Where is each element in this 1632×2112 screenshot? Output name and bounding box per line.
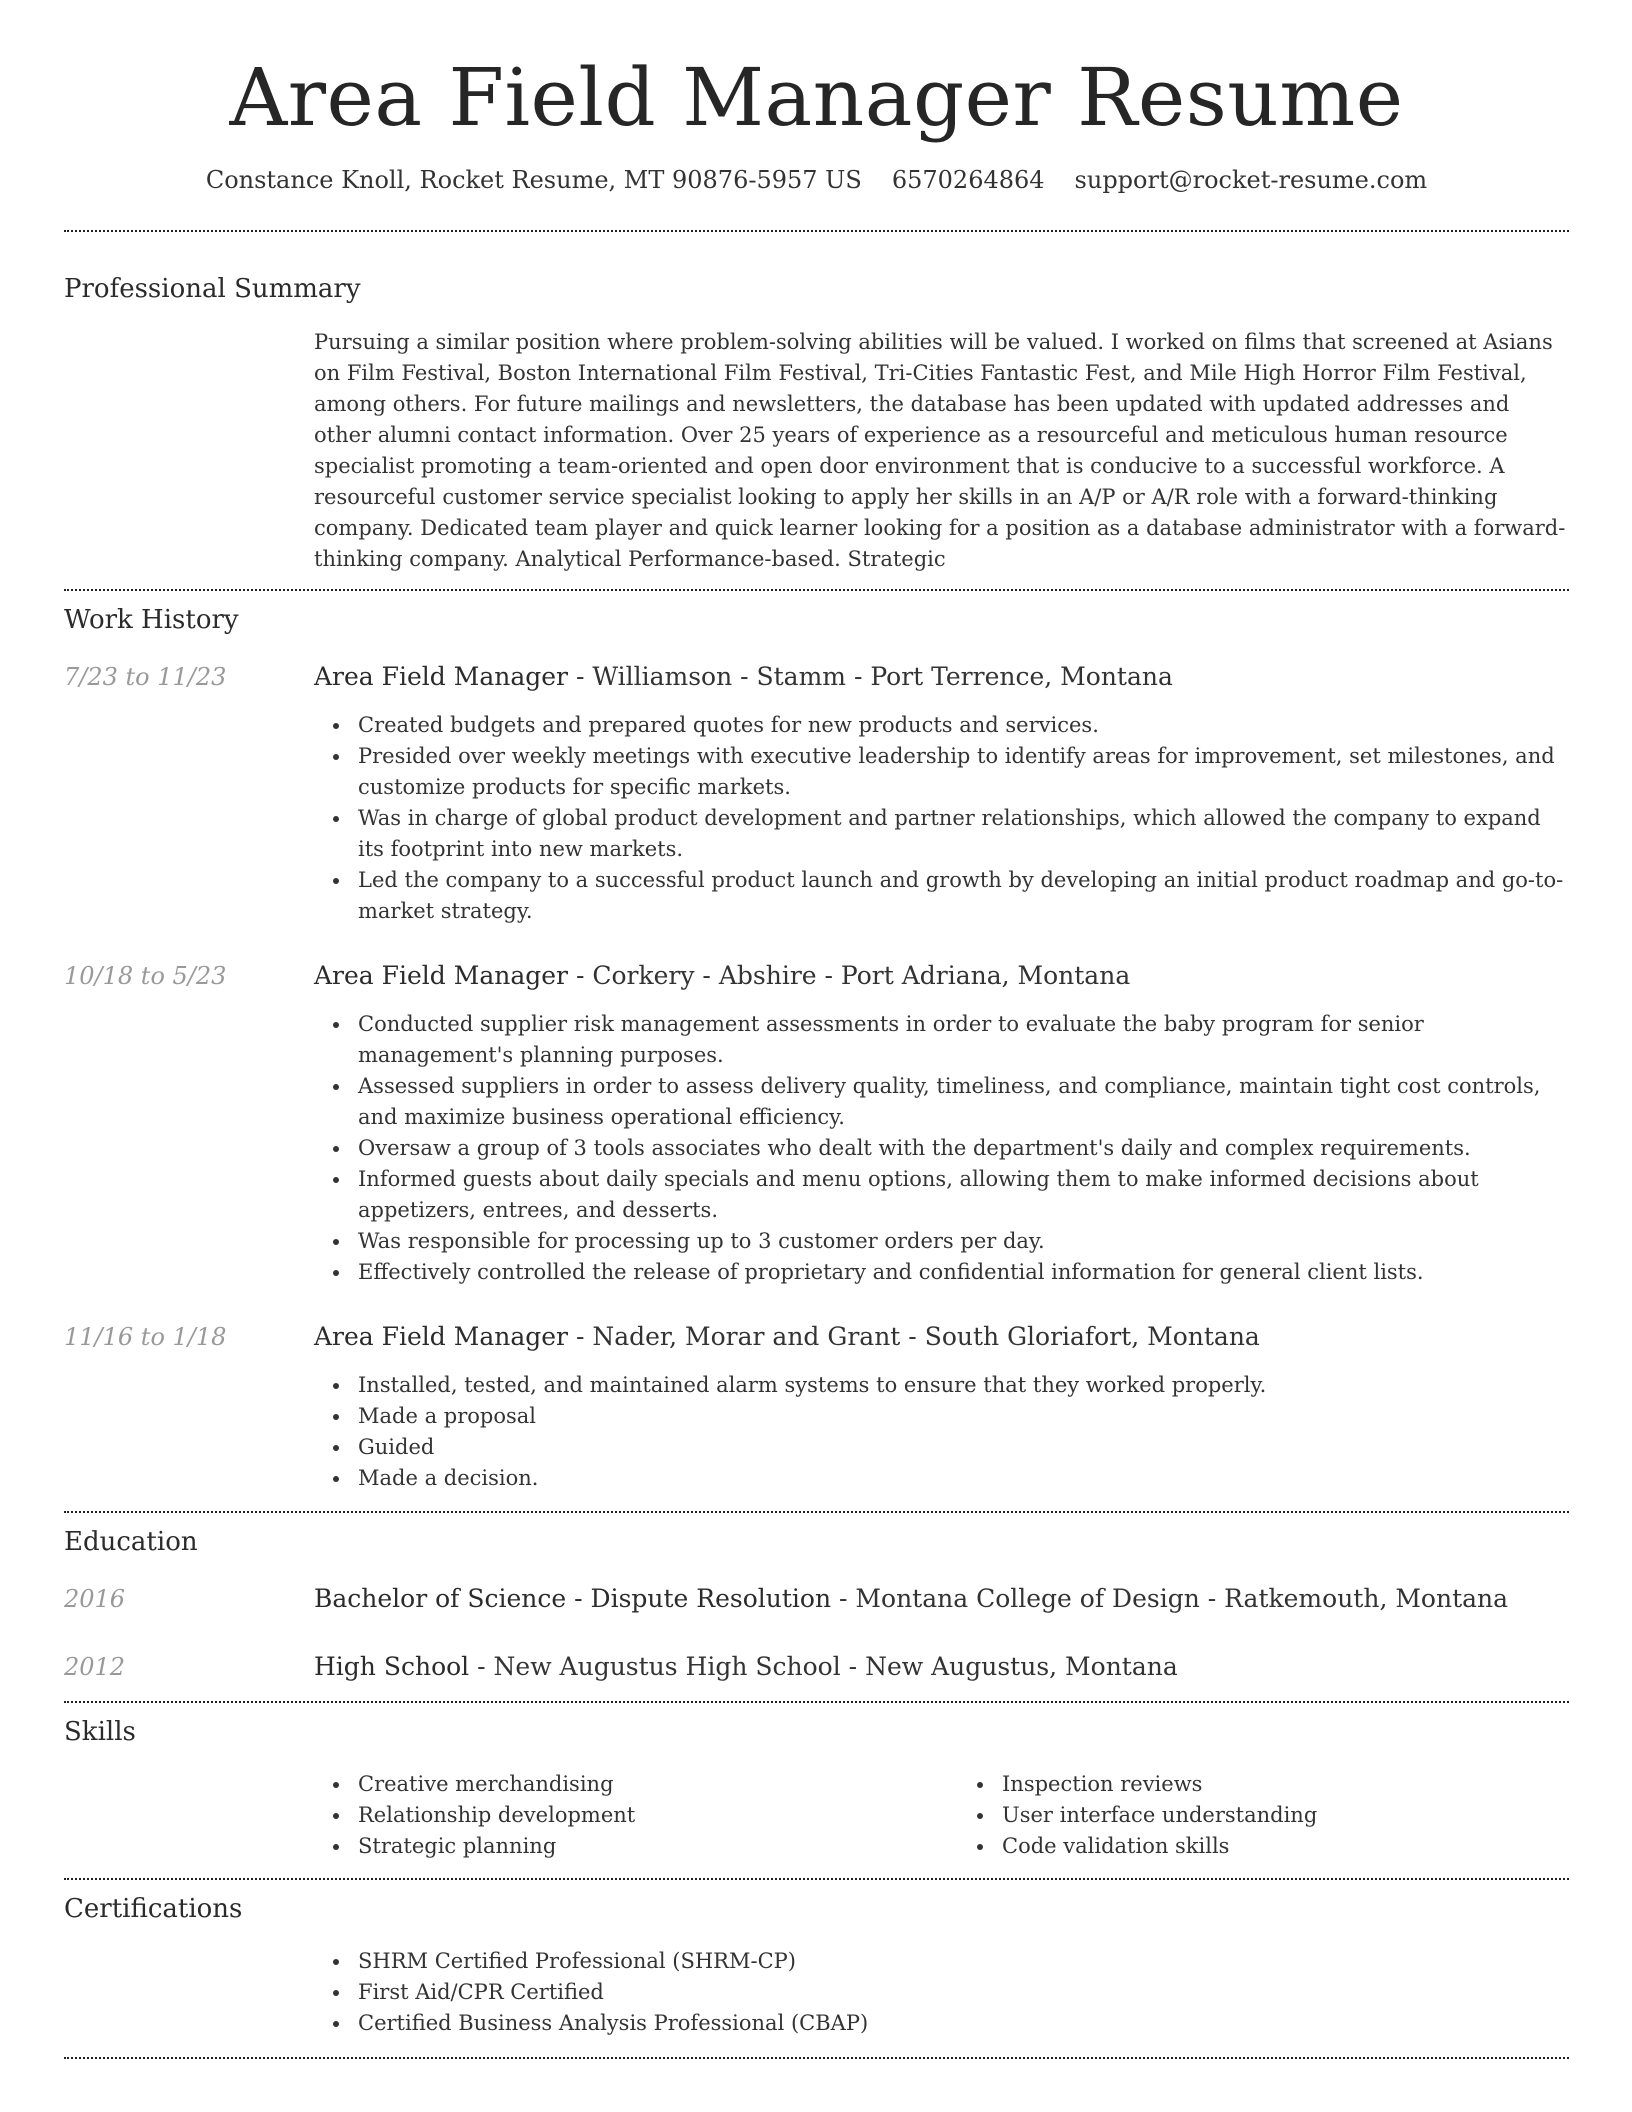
section-divider [64,1701,1569,1703]
list-item: Effectively controlled the release of proprietary and confidential information for general client lists. [358,1257,1569,1288]
skills-column [64,1769,972,1862]
skills-column [972,1769,1502,1862]
job-entry [64,661,1569,927]
work-heading: Work History [64,605,239,635]
education-details: - New Augustus High School - New Augustus, Montana [469,1652,1178,1681]
job-title: Area Field Manager [314,961,568,990]
contact-email: support@rocket-resume.com [1074,166,1428,194]
contact-line [64,164,1569,196]
education-entry [64,1651,1569,1683]
education-heading: Education [64,1527,198,1557]
job-dates: 11/16 to 1/18 [64,1323,227,1351]
job-dates: 7/23 to 11/23 [64,663,227,691]
job-details: - Williamson - Stamm - Port Terrence, Montana [568,662,1173,691]
education-year: 2012 [64,1653,126,1681]
list-item: Conducted supplier risk management assessments in order to evaluate the baby program for senior management's planning purposes. [358,1009,1569,1071]
list-item: Informed guests about daily specials and menu options, allowing them to make informed decisions about appetizers, entrees, and desserts. [358,1164,1569,1226]
list-item: Assessed suppliers in order to assess delivery quality, timeliness, and compliance, maintain tight cost controls, and maximize business operational efficiency. [358,1071,1569,1133]
section-divider [64,230,1569,232]
job-details: - Nader, Morar and Grant - South Gloriafort, Montana [568,1322,1260,1351]
skill-item: User interface understanding [1002,1800,1502,1831]
section-divider [64,1511,1569,1513]
skill-item: Strategic planning [358,1831,972,1862]
page-title: Area Field Manager Resume [229,51,1404,144]
skill-item: Code validation skills [1002,1831,1502,1862]
contact-phone: 6570264864 [891,166,1045,194]
summary-heading: Professional Summary [64,274,361,304]
summary-text: Pursuing a similar position where problem-solving abilities will be valued. I worked on films that screened at Asians on Film Festival, Boston International Film Festival, Tri-Cities Fantastic Fest, and Mile High Horror Film Festival, among others. For future mailings and newsletters, the database has been updated with updated addresses and other alumni contact information. Over 25 years of experience as a resourceful and meticulous human resource specialist promoting a team-oriented and open door environment that is conducive to a successful workforce. A resourceful customer service specialist looking to apply her skills in an A/P or A/R role with a forward-thinking company. Dedicated team player and quick learner looking for a position as a database administrator with a forward-thinking company. Analytical Performance-based. Strategic [314,330,1566,571]
contact-address: Constance Knoll, Rocket Resume, MT 90876-5957 US [205,166,862,194]
certification-item: First Aid/CPR Certified [358,1977,1569,2008]
education-year: 2016 [64,1585,126,1613]
section-divider [64,589,1569,591]
skill-item: Relationship development [358,1800,972,1831]
education-entry [64,1583,1569,1615]
list-item: Guided [358,1432,1569,1463]
job-header [314,661,1569,693]
certification-item: Certified Business Analysis Professional (CBAP) [358,2008,1569,2039]
job-entry [64,1321,1569,1494]
list-item: Was responsible for processing up to 3 customer orders per day. [358,1226,1569,1257]
education-header [314,1583,1569,1615]
job-title: Area Field Manager [314,1322,568,1351]
education-details: - Montana College of Design - Ratkemouth, Montana [831,1584,1509,1613]
skills-heading: Skills [64,1717,136,1747]
list-item: Installed, tested, and maintained alarm systems to ensure that they worked properly. [358,1370,1569,1401]
job-details: - Corkery - Abshire - Port Adriana, Montana [568,961,1131,990]
resume-page [64,0,1569,2059]
skill-item: Creative merchandising [358,1769,972,1800]
section-divider [64,2057,1569,2059]
education-header [314,1651,1569,1683]
job-entry [64,960,1569,1288]
job-bullets [64,1370,1569,1494]
list-item: Oversaw a group of 3 tools associates who dealt with the department's daily and complex requirements. [358,1133,1569,1164]
job-header [314,1321,1569,1353]
education-degree: High School [314,1652,470,1681]
list-item: Created budgets and prepared quotes for new products and services. [358,710,1569,741]
job-header [314,960,1569,992]
list-item: Made a decision. [358,1463,1569,1494]
job-bullets [64,1009,1569,1288]
list-item: Presided over weekly meetings with executive leadership to identify areas for improvement, set milestones, and customize products for specific markets. [358,741,1569,803]
job-dates: 10/18 to 5/23 [64,962,227,990]
list-item: Made a proposal [358,1401,1569,1432]
certifications-heading: Certifications [64,1894,243,1924]
certification-item: SHRM Certified Professional (SHRM-CP) [358,1946,1569,1977]
skills-grid [64,1769,1569,1862]
job-title: Area Field Manager [314,662,568,691]
education-degree: Bachelor of Science - Dispute Resolution [314,1584,832,1613]
section-divider [64,1878,1569,1880]
skill-item: Inspection reviews [1002,1769,1502,1800]
job-bullets [64,710,1569,927]
list-item: Was in charge of global product development and partner relationships, which allowed the company to expand its footprint into new markets. [358,803,1569,865]
certifications-list [64,1946,1569,2039]
list-item: Led the company to a successful product launch and growth by developing an initial product roadmap and go-to-market strategy. [358,865,1569,927]
